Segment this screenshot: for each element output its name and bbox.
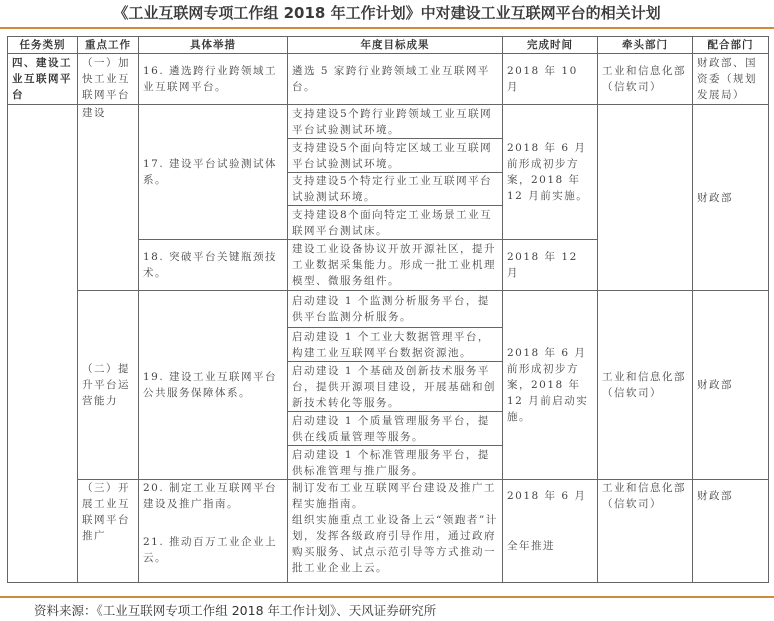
source-note: 资料来源：《工业互联网专项工作组 2018 年工作计划》、天风证券研究所	[34, 603, 437, 618]
time-21: 全年推进	[507, 540, 555, 552]
lead-cell-empty	[598, 105, 693, 291]
table-row	[8, 54, 769, 105]
goal-cell: 遴选 5 家跨行业跨领域工业互联网平台。	[288, 54, 503, 105]
header-measure: 具体举措	[139, 37, 288, 54]
time-cell: 2018 年 10 月	[503, 54, 598, 105]
plan-table	[7, 36, 769, 583]
goal-cell: 启动建设 1 个监测分析服务平台，提供平台监测分析服务。	[288, 291, 503, 328]
goal-cell: 启动建设 1 个工业大数据管理平台，构建工业互联网平台数据资源池。	[288, 328, 503, 362]
page-title: 《工业互联网专项工作组 2018 年工作计划》中对建设工业互联网平台的相关计划	[113, 4, 661, 22]
measure-cell	[139, 480, 288, 583]
goal-cell: 启动建设 1 个基础及创新技术服务平台，提供开源项目建设，开展基础和创新技术转化等服务。	[288, 362, 503, 412]
goal-cell: 支持建设5个跨行业跨领域工业互联网平台试验测试环境。	[288, 105, 503, 139]
source-divider	[0, 596, 774, 598]
key-work-cell: 建设	[78, 105, 139, 291]
category-cell: 四、建设工业互联网平台	[8, 54, 78, 105]
time-cell: 2018 年 6 月前形成初步方案，2018 年 12 月前启动实施。	[503, 291, 598, 480]
goal-cell: 启动建设 1 个质量管理服务平台，提供在线质量管理等服务。	[288, 412, 503, 446]
measure-21: 21. 推动百万工业企业上云。	[143, 536, 278, 564]
goal-cell: 支持建设5个面向特定区域工业互联网平台试验测试环境。	[288, 139, 503, 173]
time-cell: 2018 年 12 月	[503, 240, 598, 291]
goal-cell: 建设工业设备协议开放开源社区，提升工业数据采集能力。形成一批工业机理模型、微服务组件。	[288, 240, 503, 291]
lead-cell: 工业和信息化部（信软司）	[598, 54, 693, 105]
goal-21: 组织实施重点工业设备上云“领跑者”计划，发挥各级政府引导作用，通过政府购买服务、试点示范引导等方式推动一批工业企业上云。	[292, 514, 498, 574]
key-work-cell: （一）加快工业互联网平台	[78, 54, 139, 105]
table-row	[8, 105, 769, 139]
lead-cell: 工业和信息化部（信软司）	[598, 291, 693, 480]
goal-cell: 启动建设 1 个标准管理服务平台，提供标准管理与推广服务。	[288, 446, 503, 480]
key-work-cell: （二）提升平台运营能力	[78, 291, 139, 480]
header-goal: 年度目标成果	[288, 37, 503, 54]
measure-20: 20. 制定工业互联网平台建设及推广指南。	[143, 482, 278, 510]
time-cell	[503, 480, 598, 583]
header-time: 完成时间	[503, 37, 598, 54]
header-category: 任务类别	[8, 37, 78, 54]
table-row	[8, 291, 769, 328]
table-header-row	[8, 37, 769, 54]
coop-cell: 财政部、国资委（规划发展局）	[693, 54, 769, 105]
category-cell-empty	[8, 105, 78, 583]
coop-cell: 财政部	[693, 105, 769, 291]
measure-cell: 17. 建设平台试验测试体系。	[139, 105, 288, 240]
lead-cell: 工业和信息化部（信软司）	[598, 480, 693, 583]
key-work-cell: （三）开展工业互联网平台推广	[78, 480, 139, 583]
goal-cell: 支持建设5个特定行业工业互联网平台试验测试环境。	[288, 173, 503, 206]
goal-20: 制订发布工业互联网平台建设及推广工程实施指南。	[292, 482, 496, 510]
time-20: 2018 年 6 月	[507, 490, 587, 502]
header-coop: 配合部门	[693, 37, 769, 54]
time-cell: 2018 年 6 月前形成初步方案，2018 年 12 月前实施。	[503, 105, 598, 240]
coop-cell: 财政部	[693, 291, 769, 480]
table-row	[8, 480, 769, 583]
goal-cell	[288, 480, 503, 583]
measure-cell: 19. 建设工业互联网平台公共服务保障体系。	[139, 291, 288, 480]
measure-cell: 16. 遴选跨行业跨领域工业互联网平台。	[139, 54, 288, 105]
goal-cell: 支持建设8个面向特定工业场景工业互联网平台测试床。	[288, 206, 503, 240]
coop-cell: 财政部	[693, 480, 769, 583]
measure-cell: 18. 突破平台关键瓶颈技术。	[139, 240, 288, 291]
title-divider	[0, 27, 774, 29]
header-lead: 牵头部门	[598, 37, 693, 54]
header-key-work: 重点工作	[78, 37, 139, 54]
